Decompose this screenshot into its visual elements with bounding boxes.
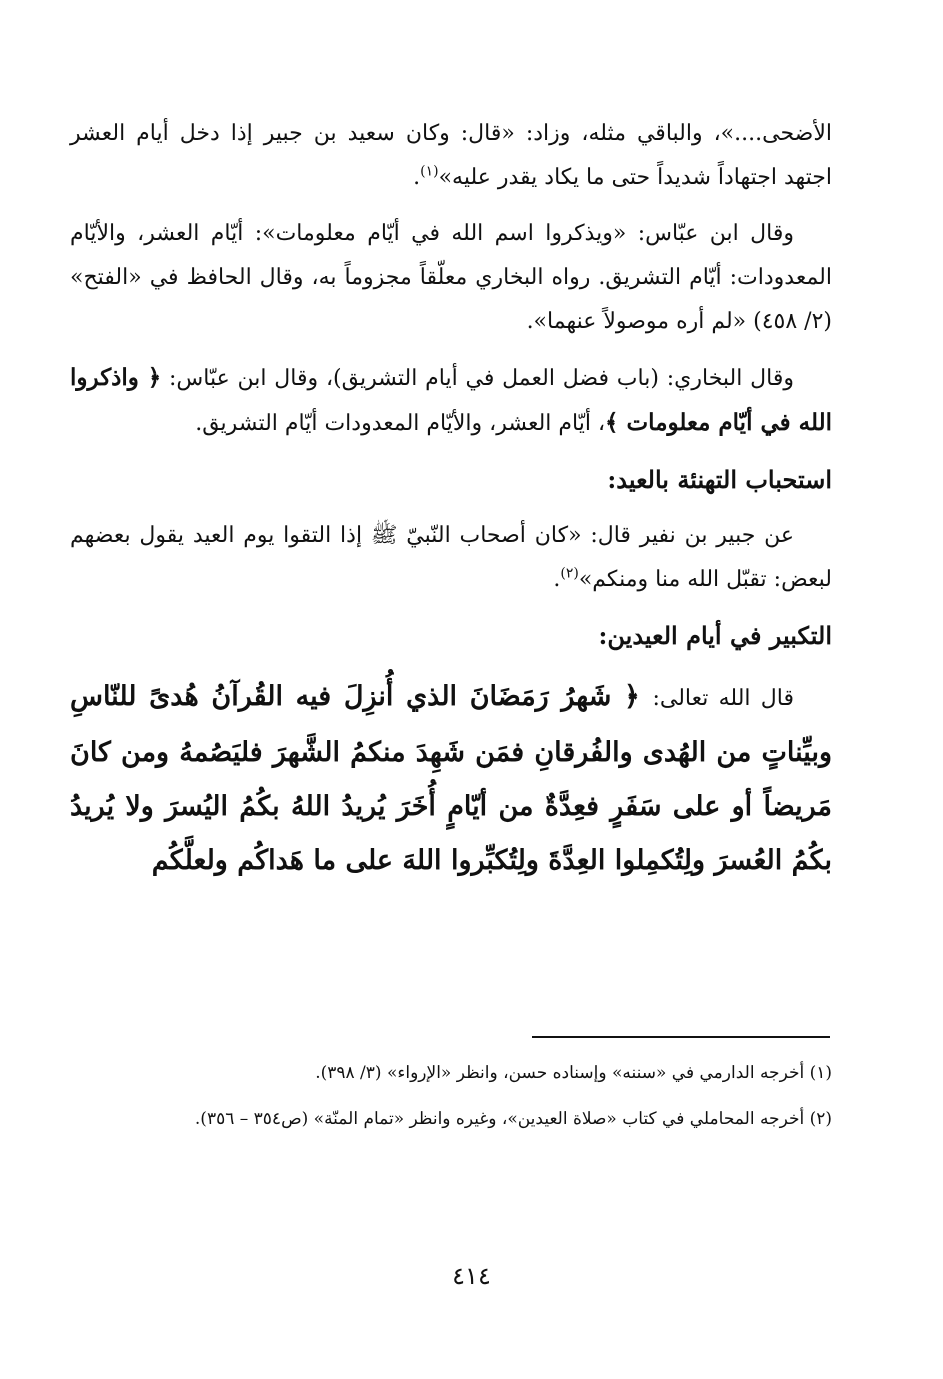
paragraph-4-end: .	[553, 567, 561, 592]
paragraph-2: وقال ابن عبّاس: «ويذكروا اسم الله في أيّام معلومات»: أيّام العشر، والأيّام المعدودات: أيّام التشريق. رواه البخاري معلّقاً مجزوماً به، وقال الحافظ في «الفتح» (٢/ ٤٥٨) «لم أره موصولاً عنهما».	[70, 221, 832, 334]
paragraph-1	[70, 112, 832, 200]
footnote-marker-1: (١)	[420, 163, 439, 180]
section-heading-takbir: التكبير في أيام العيدين:	[598, 621, 832, 650]
paragraph-1-text: الأضحى....»، والباقي مثله، وزاد: «قال: وكان سعيد بن جبير إذا دخل أيام العشر اجتهد اجتهاداً شديداً حتى ما يكاد يقدر عليه»	[70, 121, 832, 190]
quran-verse-inline: ﴿ واذكروا الله في أيّام معلومات ﴾	[70, 364, 832, 436]
footnote-1: (١) أخرجه الدارمي في «سننه» وإسناده حسن، وانظر «الإرواء» (٣/ ٣٩٨).	[315, 1063, 832, 1083]
footnote-2: (٢) أخرجه المحاملي في كتاب «صلاة العيدين»، وغيره وانظر «تمام المنّة» (ص٣٥٤ – ٣٥٦).	[194, 1109, 832, 1129]
paragraph-5	[70, 670, 832, 888]
main-text	[70, 112, 832, 888]
footnote-separator	[532, 1036, 830, 1038]
paragraph-3-end: ، أيّام العشر، والأيّام المعدودات أيّام التشريق.	[195, 411, 606, 436]
paragraph-4	[70, 514, 832, 602]
footnote-marker-2: (٢)	[560, 565, 579, 582]
quran-verse-block: ﴿ شَهرُ رَمَضَانَ الذي أُنزِلَ فيه القُرآنُ هُدىً للنّاسِ وبيِّناتٍ من الهُدى والفُرقانِ فمَن شَهِدَ منكمُ الشَّهرَ فليَصُمهُ ومن كانَ مَريضاً أو على سَفَرٍ فعِدَّةٌ من أيّامٍ أُخَرَ يُريدُ اللهُ بكُمُ اليُسرَ ولا يُريدُ بكُمُ العُسرَ ولِتُكمِلوا العِدَّةَ ولِتُكبِّروا اللهَ على ما هَداكُم ولعلَّكُم	[70, 681, 832, 876]
paragraph-1-end: .	[413, 165, 421, 190]
paragraph-3-text: وقال البخاري: (باب فضل العمل في أيام التشريق)، وقال ابن عبّاس:	[168, 366, 794, 391]
section-heading-greeting: استحباب التهنئة بالعيد:	[607, 465, 832, 494]
page-number: ٤١٤	[452, 1262, 491, 1290]
verse-introduction: قال الله تعالى:	[652, 686, 794, 711]
paragraph-3	[70, 356, 832, 446]
paragraph-4-text: عن جبير بن نفير قال: «كان أصحاب النّبيّ ﷺ إذا التقوا يوم العيد يقول بعضهم لبعض: تقبّل الله منا ومنكم»	[70, 523, 832, 592]
footnotes	[70, 1055, 832, 1147]
